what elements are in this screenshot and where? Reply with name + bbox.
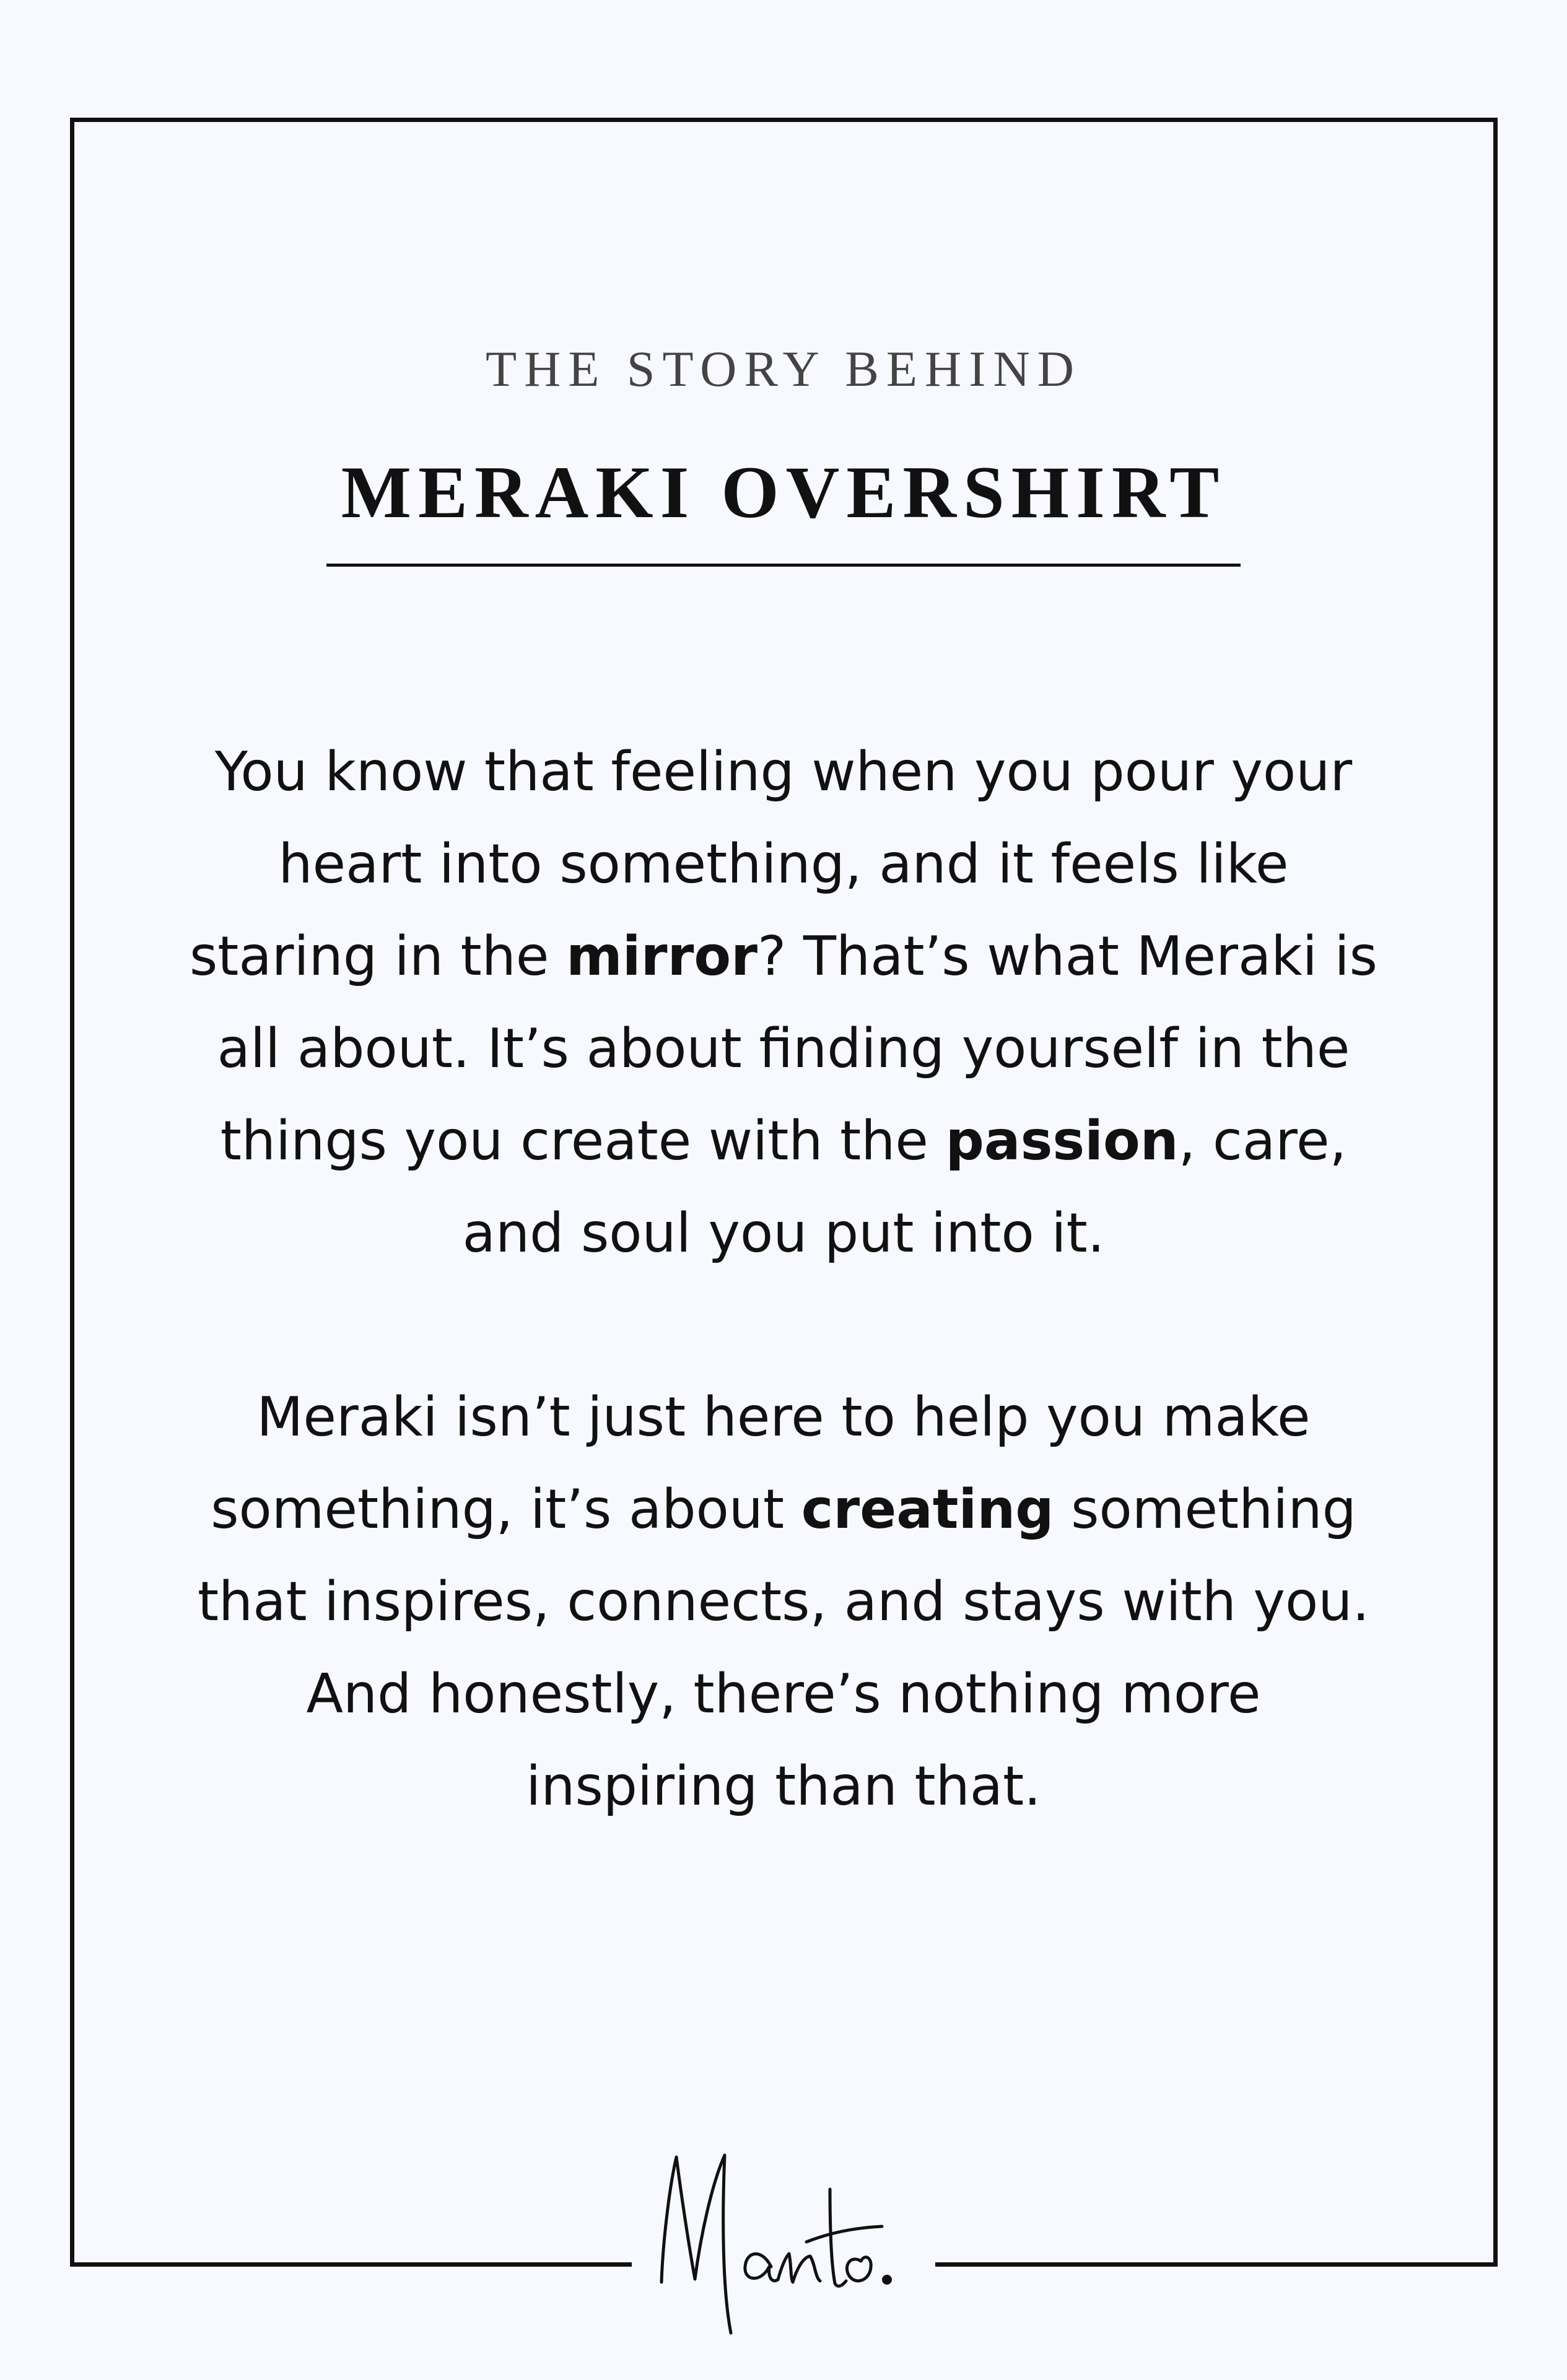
page-title: MERAKI OVERSHIRT (341, 451, 1226, 533)
frame-bottom-border-right (935, 2262, 1498, 2267)
frame-bottom-border-left (70, 2262, 632, 2267)
emphasized-word: mirror (566, 925, 758, 988)
story-line: something, it’s about creating something (211, 1478, 1356, 1541)
story-line: You know that feeling when you pour your (214, 740, 1353, 803)
story-line: Meraki isn’t just here to help you make (256, 1385, 1311, 1449)
story-line: heart into something, and it feels like (278, 832, 1289, 896)
frame-top-border (70, 118, 1498, 122)
story-line: inspiring than that. (526, 1754, 1041, 1818)
eyebrow-heading: THE STORY BEHIND (486, 341, 1081, 397)
story-paragraph-2 (124, 1371, 1443, 1833)
story-line: all about. It’s about finding yourself in the (217, 1017, 1350, 1080)
emphasized-word: creating (801, 1478, 1054, 1541)
story-line: things you create with the passion, care, (220, 1109, 1347, 1172)
title-underline (326, 564, 1241, 567)
story-line: and soul you put into it. (462, 1201, 1105, 1265)
story-line: staring in the mirror? That’s what Meraki is (189, 925, 1377, 988)
story-line: And honestly, there’s nothing more (306, 1662, 1261, 1725)
story-paragraph-1 (124, 726, 1443, 1279)
frame-left-border (70, 118, 74, 2267)
story-line: that inspires, connects, and stays with you. (197, 1570, 1370, 1633)
emphasized-word: passion (945, 1109, 1179, 1172)
signature-logo (644, 2140, 923, 2338)
frame-right-border (1493, 118, 1498, 2267)
